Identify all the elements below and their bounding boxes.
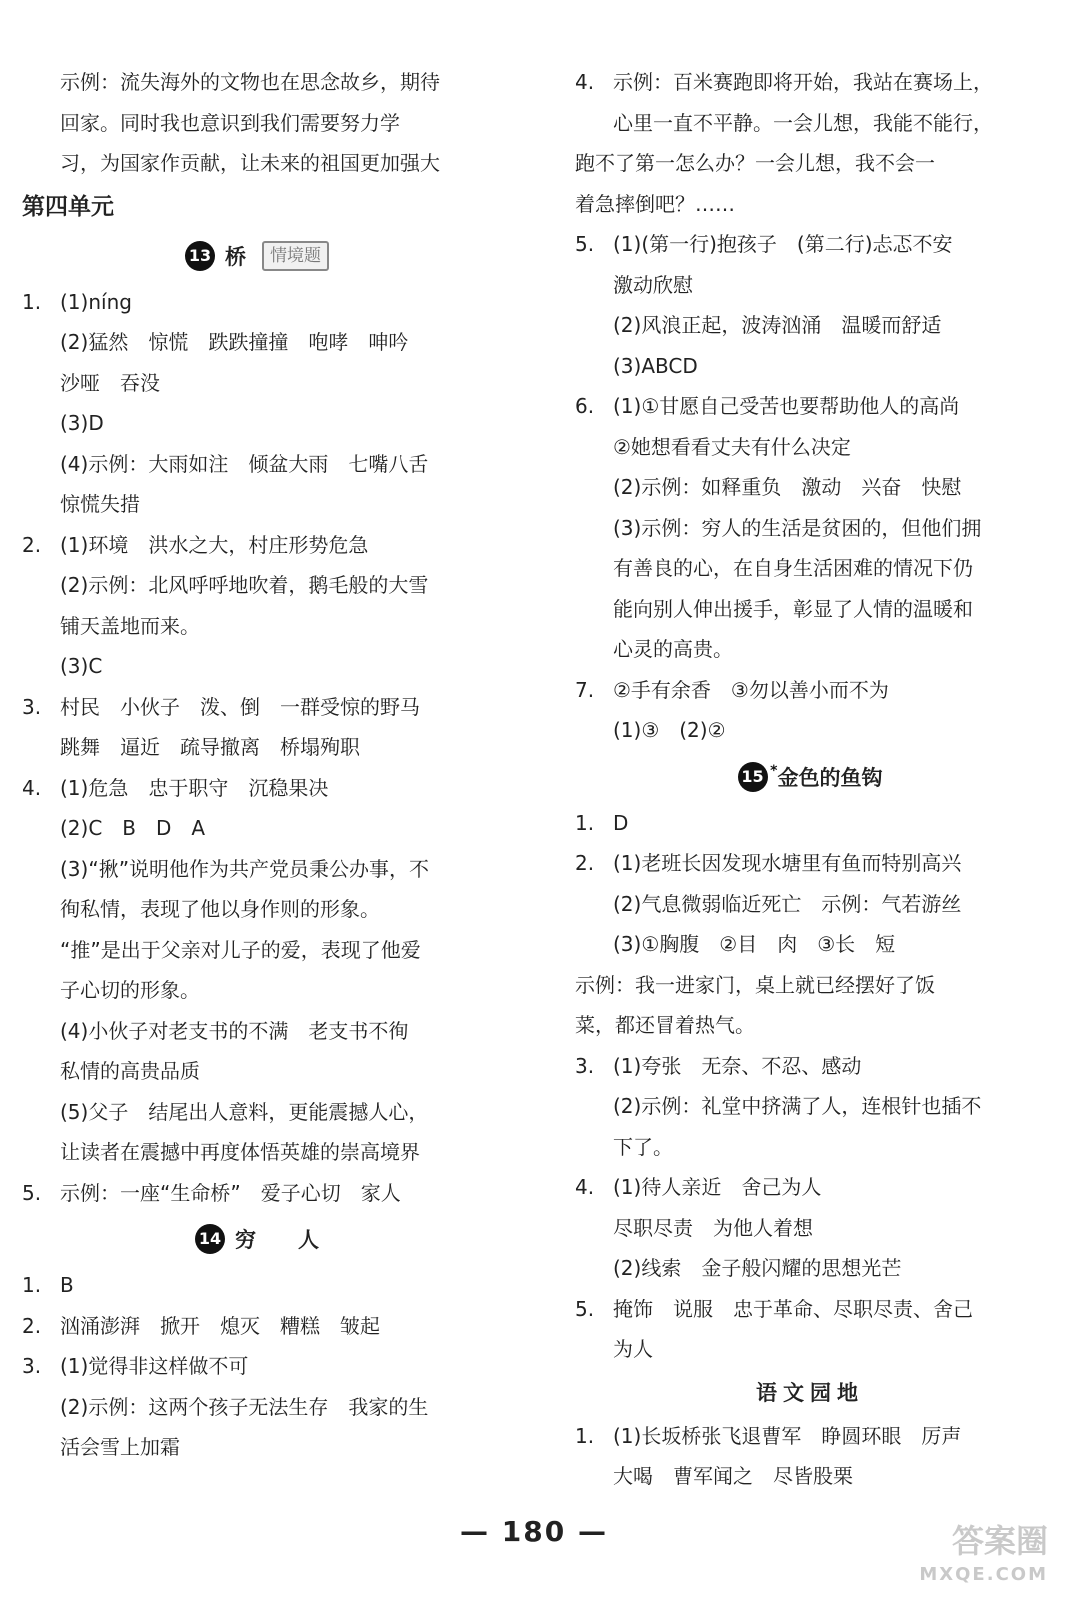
answer-line (575, 1289, 1045, 1330)
answer-text: 惊慌失措 (60, 492, 140, 516)
answer-text: 示例：我一进家门，桌上就已经摆好了饭 (575, 972, 935, 997)
answer-text: (3)C (60, 654, 103, 678)
answer-text: (1)①甘愿自己受苦也要帮助他人的高尚 (613, 394, 960, 418)
question-number: 4. (22, 775, 42, 800)
answer-text: 有善良的心，在自身生活困难的情况下仍 (613, 556, 973, 580)
answer-text: (2)示例：礼堂中挤满了人，连根针也插不 (613, 1094, 982, 1118)
answer-line (22, 103, 492, 144)
answer-text: ②手有余香 ③勿以善小而不为 (613, 677, 889, 702)
lesson-number: 15 (741, 766, 764, 786)
lesson-number-badge (195, 1224, 225, 1254)
answer-text: (1)觉得非这样做不可 (60, 1354, 249, 1378)
question-number: 3. (22, 1354, 42, 1378)
question-number: 6. (575, 394, 595, 418)
question-number: 5. (22, 1180, 42, 1205)
answer-line (22, 606, 492, 647)
question-number: 5. (575, 232, 595, 256)
question-number: 2. (575, 851, 595, 875)
answer-line (22, 849, 492, 890)
answer-text: (2)示例：这两个孩子无法生存 我家的生 (60, 1394, 429, 1419)
answer-text: (3)“揪”说明他作为共产党员秉公办事，不 (60, 856, 430, 881)
answer-line (22, 1427, 492, 1468)
question-number: 4. (575, 70, 595, 94)
answer-line (22, 889, 492, 930)
answer-line (575, 103, 1045, 144)
answer-text: (1)níng (60, 289, 132, 314)
answer-text: 尽职尽责 为他人着想 (613, 1215, 813, 1240)
lesson-number-badge (738, 762, 778, 792)
answer-text: 私情的高贵品质 (60, 1059, 200, 1083)
star-icon: * (770, 762, 778, 779)
answer-text: 跑不了第一怎么办？一会儿想，我不会一 (575, 151, 935, 175)
answer-line (22, 727, 492, 768)
answer-line (575, 1127, 1045, 1168)
answer-text: 跳舞 逼近 疏导撤离 桥塌殉职 (60, 735, 360, 759)
answer-text: 掩饰 说服 忠于革命、尽职尽责、舍己 (613, 1296, 973, 1321)
answer-line (575, 427, 1045, 468)
left-column (22, 62, 492, 1468)
answer-line (22, 1346, 492, 1387)
answer-text: (1)待人亲近 舍己为人 (613, 1175, 822, 1199)
question-number: 1. (575, 810, 595, 835)
answer-line (22, 1265, 492, 1306)
question-number: 3. (575, 1053, 595, 1078)
answer-line (575, 386, 1045, 427)
answer-text: 菜，都还冒着热气。 (575, 1013, 755, 1037)
answer-line (22, 143, 492, 184)
answer-line (575, 62, 1045, 103)
answer-line (575, 305, 1045, 346)
answer-line (575, 1086, 1045, 1127)
question-number: 7. (575, 677, 595, 702)
watermark-text: 答案圈 (951, 1522, 1048, 1560)
answer-text: (2)猛然 惊慌 跌跌撞撞 咆哮 呻吟 (60, 330, 409, 354)
answer-text: 示例：一座“生命桥” 爱子心切 家人 (60, 1180, 401, 1205)
lesson-number: 13 (188, 245, 212, 265)
answer-text: (2)示例：北风呼呼地吹着，鹅毛般的大雪 (60, 573, 429, 597)
answer-text: 为人 (613, 1337, 653, 1361)
lesson-title: 金色的鱼钩 (777, 765, 883, 790)
answer-text: 习，为国家作贡献，让未来的祖国更加强大 (60, 151, 440, 175)
lesson-number: 14 (198, 1229, 222, 1248)
answer-line (22, 1306, 492, 1347)
answer-line (22, 687, 492, 728)
answer-line (22, 808, 492, 849)
answer-line (575, 1167, 1045, 1208)
answer-line (575, 1005, 1045, 1046)
answer-line (22, 768, 492, 809)
lesson-heading (22, 230, 492, 282)
answer-line (22, 403, 492, 444)
answer-line (22, 525, 492, 566)
answer-line (575, 1416, 1045, 1457)
answer-text: 心灵的高贵。 (613, 637, 733, 661)
answer-text: 激动欣慰 (613, 272, 693, 297)
answer-text: 大喝 曹军闻之 尽皆股栗 (613, 1464, 853, 1488)
page-number: — 180 — (460, 1515, 608, 1548)
lesson-number-badge (185, 241, 215, 271)
answer-text: (1)夸张 无奈、不忍、感动 (613, 1053, 862, 1078)
answer-line (575, 1208, 1045, 1249)
watermark-logo (919, 1524, 1048, 1592)
answer-text: (3)D (60, 411, 104, 435)
question-number: 2. (22, 1313, 42, 1338)
answer-line (22, 484, 492, 525)
answer-text: (2)C B D A (60, 816, 206, 840)
answer-line (22, 62, 492, 103)
answer-line (575, 184, 1045, 225)
answer-line (22, 646, 492, 687)
question-number: 1. (22, 1273, 42, 1297)
answer-text: 让读者在震撼中再度体悟英雄的崇高境界 (60, 1140, 420, 1164)
answer-line (22, 282, 492, 323)
answer-text: ②她想看看丈夫有什么决定 (613, 434, 851, 459)
answer-text: 子心切的形象。 (60, 978, 200, 1002)
lesson-title: 桥 (225, 244, 246, 269)
answer-line (575, 1248, 1045, 1289)
answer-line (575, 346, 1045, 387)
answer-text: (3)示例：穷人的生活是贫困的，但他们拥 (613, 515, 982, 540)
answer-line (575, 670, 1045, 711)
answer-text: (3)①胸腹 ②目 肉 ③长 短 (613, 932, 896, 956)
answer-line (575, 548, 1045, 589)
answer-line (22, 1051, 492, 1092)
answer-line (22, 1173, 492, 1214)
lesson-heading (575, 751, 1045, 803)
answer-line (22, 322, 492, 363)
answer-line (575, 884, 1045, 925)
answer-text: 下了。 (613, 1134, 673, 1159)
question-number: 1. (575, 1423, 595, 1448)
section-heading: 语文园地 (756, 1380, 864, 1405)
answer-text: 回家。同时我也意识到我们需要努力学 (60, 110, 400, 135)
answer-line (22, 1132, 492, 1173)
answer-text: 村民 小伙子 泼、倒 一群受惊的野马 (60, 694, 420, 719)
answer-line (575, 803, 1045, 844)
answer-line (575, 467, 1045, 508)
answer-text: (1)(第一行)抱孩子 (第二行)忐忑不安 (613, 232, 953, 256)
answer-text: (1)长坂桥张飞退曹军 睁圆环眼 厉声 (613, 1423, 962, 1448)
answer-text: 着急摔倒吧？…… (575, 191, 735, 216)
answer-line (575, 1046, 1045, 1087)
answer-text: (4)示例：大雨如注 倾盆大雨 七嘴八舌 (60, 451, 429, 476)
answer-text: 汹涌澎湃 掀开 熄灭 糟糕 皱起 (60, 1313, 380, 1338)
answer-line (575, 710, 1045, 751)
answer-line (575, 265, 1045, 306)
answer-text: (1)③ (2)② (613, 718, 726, 742)
answer-text: (5)父子 结尾出人意料，更能震撼人心， (60, 1099, 429, 1124)
answer-text: (4)小伙子对老支书的不满 老支书不徇 (60, 1018, 409, 1043)
answer-text: (2)气息微弱临近死亡 示例：气若游丝 (613, 891, 962, 916)
answer-text: 活会雪上加霜 (60, 1435, 180, 1459)
answer-line (575, 1329, 1045, 1370)
answer-text: “推”是出于父亲对儿子的爱，表现了他爱 (60, 937, 421, 962)
answer-text: 心里一直不平静。一会儿想，我能不能行， (613, 110, 993, 135)
answer-text: (3)ABCD (613, 353, 698, 378)
answer-line (22, 363, 492, 404)
answer-line (575, 224, 1045, 265)
answer-text: (2)示例：如释重负 激动 兴奋 快慰 (613, 475, 962, 499)
answer-text: 示例：流失海外的文物也在思念故乡，期待 (60, 70, 440, 94)
answer-line (575, 508, 1045, 549)
lesson-heading (22, 1213, 492, 1265)
answer-line (22, 1011, 492, 1052)
answer-line (575, 143, 1045, 184)
answer-text: 铺天盖地而来。 (60, 613, 200, 638)
answer-text: D (613, 810, 629, 835)
answer-text: 徇私情，表现了他以身作则的形象。 (60, 897, 380, 921)
answer-text: (1)危急 忠于职守 沉稳果决 (60, 775, 329, 800)
answer-line (22, 1092, 492, 1133)
answer-text: 沙哑 吞没 (60, 370, 160, 395)
answer-line (22, 1387, 492, 1428)
answer-line (575, 589, 1045, 630)
answer-text: B (60, 1273, 74, 1297)
question-number: 1. (22, 289, 42, 314)
answer-line (22, 444, 492, 485)
answer-line (22, 970, 492, 1011)
answer-line (575, 965, 1045, 1006)
answer-text: (2)线索 金子般闪耀的思想光芒 (613, 1256, 902, 1280)
answer-line (22, 930, 492, 971)
answer-text: (1)环境 洪水之大，村庄形势危急 (60, 532, 369, 557)
answer-line (575, 924, 1045, 965)
answer-line (575, 629, 1045, 670)
question-number: 2. (22, 532, 42, 557)
answer-text: 示例：百米赛跑即将开始，我站在赛场上， (613, 70, 993, 94)
answer-text: 能向别人伸出援手，彰显了人情的温暖和 (613, 596, 973, 621)
scenario-stamp: 情境题 (262, 241, 329, 271)
watermark-domain: MXQE.COM (919, 1564, 1048, 1585)
answer-line (22, 565, 492, 606)
question-number: 5. (575, 1296, 595, 1321)
answer-line (575, 843, 1045, 884)
question-number: 3. (22, 694, 42, 719)
lesson-title: 穷 人 (235, 1228, 319, 1252)
answer-text: (1)老班长因发现水塘里有鱼而特别高兴 (613, 851, 962, 875)
question-number: 4. (575, 1175, 595, 1199)
answer-text: (2)风浪正起，波涛汹涌 温暖而舒适 (613, 313, 942, 337)
unit-title: 第四单元 (22, 193, 114, 220)
answer-line (575, 1456, 1045, 1497)
right-column (575, 62, 1045, 1497)
